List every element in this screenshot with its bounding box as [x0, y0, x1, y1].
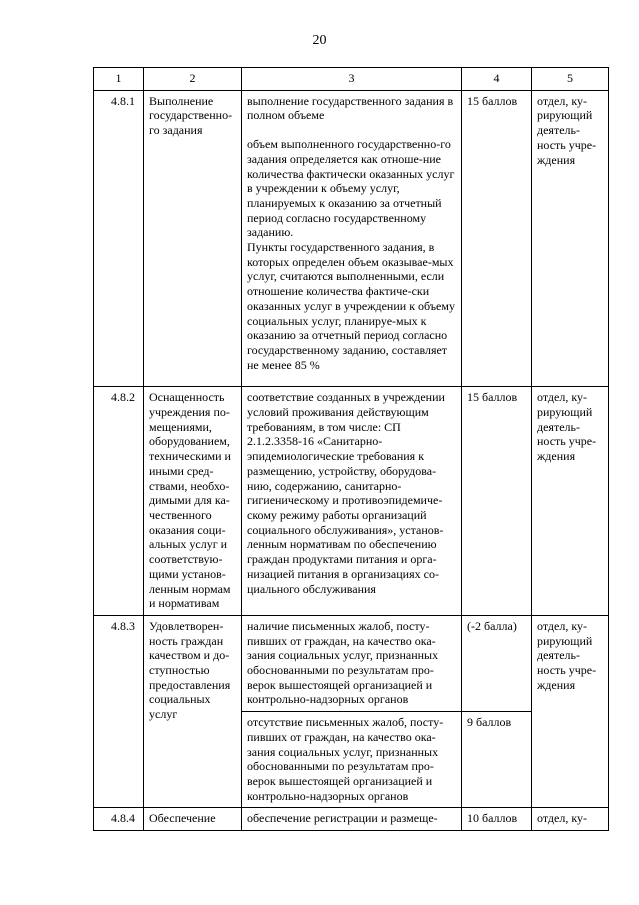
responsible-cell: отдел, ку-рирующий деятель-ность учре-ждения — [532, 387, 609, 616]
criterion-cell: отсутствие письменных жалоб, посту-пивших от граждан, на качество ока-зания социальных услуг, признанных обоснованными по результатам про-верок вышестоящей организацией и контрольно-надзорных органов — [242, 712, 462, 808]
header-cell: 1 — [94, 68, 144, 91]
table-row — [94, 615, 609, 711]
criterion-text: объем выполненного государственно-го задания определяется как отноше-ние количества фактически оказанных услуг в учреждении к объему услуг, планируемых к оказанию за отчетный период согласно государственному заданию. — [247, 137, 455, 240]
score-cell: 15 баллов — [462, 387, 532, 616]
header-cell: 2 — [144, 68, 242, 91]
page-number: 20 — [312, 33, 327, 48]
row-number: 4.8.3 — [94, 615, 144, 807]
paragraph-gap — [247, 123, 456, 137]
criterion-text: выполнение государственного задания в полном объеме — [247, 93, 454, 123]
responsible-cell: отдел, ку-рирующий деятель-ность учре-ждения — [532, 615, 609, 807]
indicator-name: Обеспечение — [144, 808, 242, 831]
responsible-cell: отдел, ку-рирующий деятель-ность учре-ждения — [532, 90, 609, 387]
table-row — [94, 387, 609, 616]
indicator-name: Выполнение государственно-го задания — [144, 90, 242, 387]
header-cell: 5 — [532, 68, 609, 91]
criterion-cell: наличие письменных жалоб, посту-пивших от граждан, на качество ока-зания социальных услуг, признанных обоснованными по результатам про-верок вышестоящей организацией и контрольно-надзорных органов — [242, 615, 462, 711]
row-number: 4.8.4 — [94, 808, 144, 831]
criterion-cell — [242, 90, 462, 387]
score-cell: 15 баллов — [462, 90, 532, 387]
row-number: 4.8.1 — [94, 90, 144, 387]
score-cell: 10 баллов — [462, 808, 532, 831]
table-row — [94, 808, 609, 831]
criterion-cell: соответствие созданных в учреждении условий проживания действующим требованиям, в том числе: СП 2.1.2.3358-16 «Санитарно-эпидемиологические требования к размещению, устройству, оборудова-нию, содержанию, санитарно-гигиеническому и противоэпидемиче-скому режиму работы организаций социального обслуживания», установ-ленным нормативам по обеспечению граждан продуктами питания и орга-низацией питания в организациях со-циального обслуживания — [242, 387, 462, 616]
score-cell: 9 баллов — [462, 712, 532, 808]
table-header-row — [94, 68, 609, 91]
indicator-name: Удовлетворен-ность граждан качеством и до-ступностью предоставления социальных услуг — [144, 615, 242, 807]
responsible-cell: отдел, ку- — [532, 808, 609, 831]
row-number: 4.8.2 — [94, 387, 144, 616]
indicator-name: Оснащенность учреждения по-мещениями, оборудованием, техническими и иными сред-ствами, необхо-димыми для ка-чественного оказания соци-альных услуг и соответствую-щими установ-ленным нормам и нормативам — [144, 387, 242, 616]
table-row — [94, 90, 609, 387]
criterion-cell: обеспечение регистрации и размеще- — [242, 808, 462, 831]
header-cell: 3 — [242, 68, 462, 91]
header-cell: 4 — [462, 68, 532, 91]
criteria-table — [93, 67, 609, 831]
score-cell: (-2 балла) — [462, 615, 532, 711]
criterion-text: Пункты государственного задания, в которых определен объем оказывае-мых услуг, считаются выполненными, если отношение количества фактиче-ски оказанных услуг в учреждении к объему социальных услуг, планируе-мых к оказанию за отчетный период согласно государственному заданию, составляет не менее 85 % — [247, 240, 455, 372]
